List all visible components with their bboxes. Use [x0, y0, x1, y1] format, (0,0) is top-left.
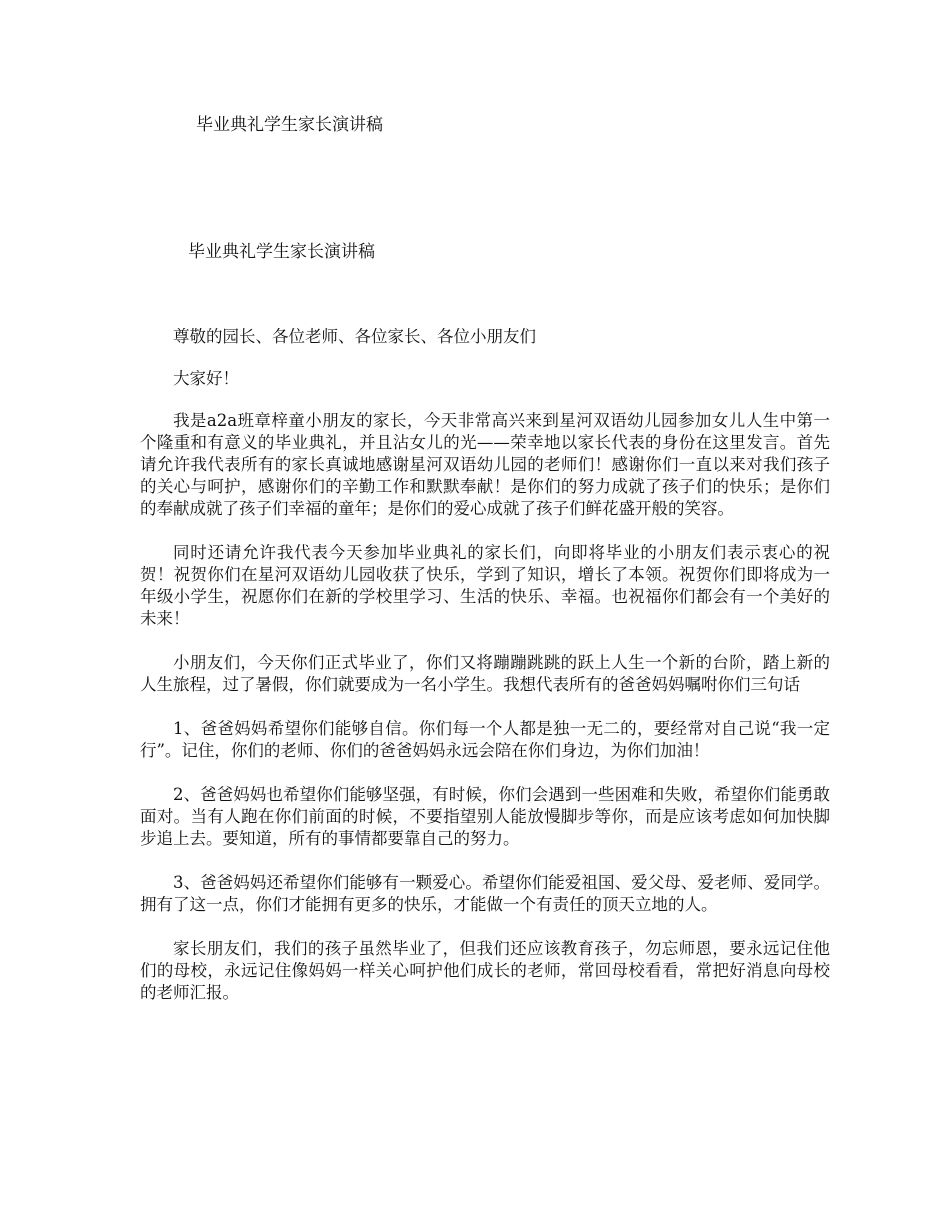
paragraph-intro: 我是a2a班章梓童小朋友的家长，今天非常高兴来到星河双语幼儿园参加女儿人生中第一个隆重和有意义的毕业典礼，并且沾女儿的光——荣幸地以家长代表的身份在这里发言。首先请允许我代表所有的家长真诚地感谢星河双语幼儿园的老师们！感谢你们一直以来对我们孩子的关心与呵护，感谢你们的辛勤工作和默默奉献！是你们的努力成就了孩子们的快乐；是你们的奉献成就了孩子们幸福的童年；是你们的爱心成就了孩子们鲜花盛开般的笑容。 — [140, 411, 830, 518]
paragraph-wish-1: 1、爸爸妈妈希望你们能够自信。你们每一个人都是独一无二的，要经常对自己说“我一定行”。记住，你们的老师、你们的爸爸妈妈永远会陪在你们身边，为你们加油！ — [140, 719, 830, 760]
header-title: 毕业典礼学生家长演讲稿 — [196, 115, 383, 135]
paragraph-parents: 家长朋友们，我们的孩子虽然毕业了，但我们还应该教育孩子，勿忘师恩，要永远记住他们的母校，永远记住像妈妈一样关心呵护他们成长的老师，常回母校看看，常把好消息向母校的老师汇报。 — [140, 939, 830, 1002]
paragraph-children: 小朋友们，今天你们正式毕业了，你们又将蹦蹦跳跳的跃上人生一个新的台阶，踏上新的人生旅程，过了暑假，你们就要成为一名小学生。我想代表所有的爸爸妈妈嘱咐你们三句话 — [140, 653, 830, 694]
paragraph-congratulations: 同时还请允许我代表今天参加毕业典礼的家长们，向即将毕业的小朋友们表示衷心的祝贺！祝贺你们在星河双语幼儿园收获了快乐，学到了知识，增长了本领。祝贺你们即将成为一年级小学生，祝愿你们在新的学校里学习、生活的快乐、幸福。也祝福你们都会有一个美好的未来！ — [140, 543, 830, 628]
document-body — [140, 326, 830, 1026]
greeting: 大家好！ — [173, 369, 239, 388]
paragraph-wish-3: 3、爸爸妈妈还希望你们能够有一颗爱心。希望你们能爱祖国、爱父母、爱老师、爱同学。拥有了这一点，你们才能拥有更多的快乐，才能做一个有责任的顶天立地的人。 — [140, 873, 830, 914]
paragraph-wish-2: 2、爸爸妈妈也希望你们能够坚强，有时候，你们会遇到一些困难和失败，希望你们能勇敢面对。当有人跑在你们前面的时候，不要指望别人能放慢脚步等你，而是应该考虑如何加快脚步追上去。要知道，所有的事情都要靠自己的努力。 — [140, 785, 830, 848]
salutation: 尊敬的园长、各位老师、各位家长、各位小朋友们 — [173, 327, 536, 346]
document-title: 毕业典礼学生家长演讲稿 — [188, 242, 375, 262]
